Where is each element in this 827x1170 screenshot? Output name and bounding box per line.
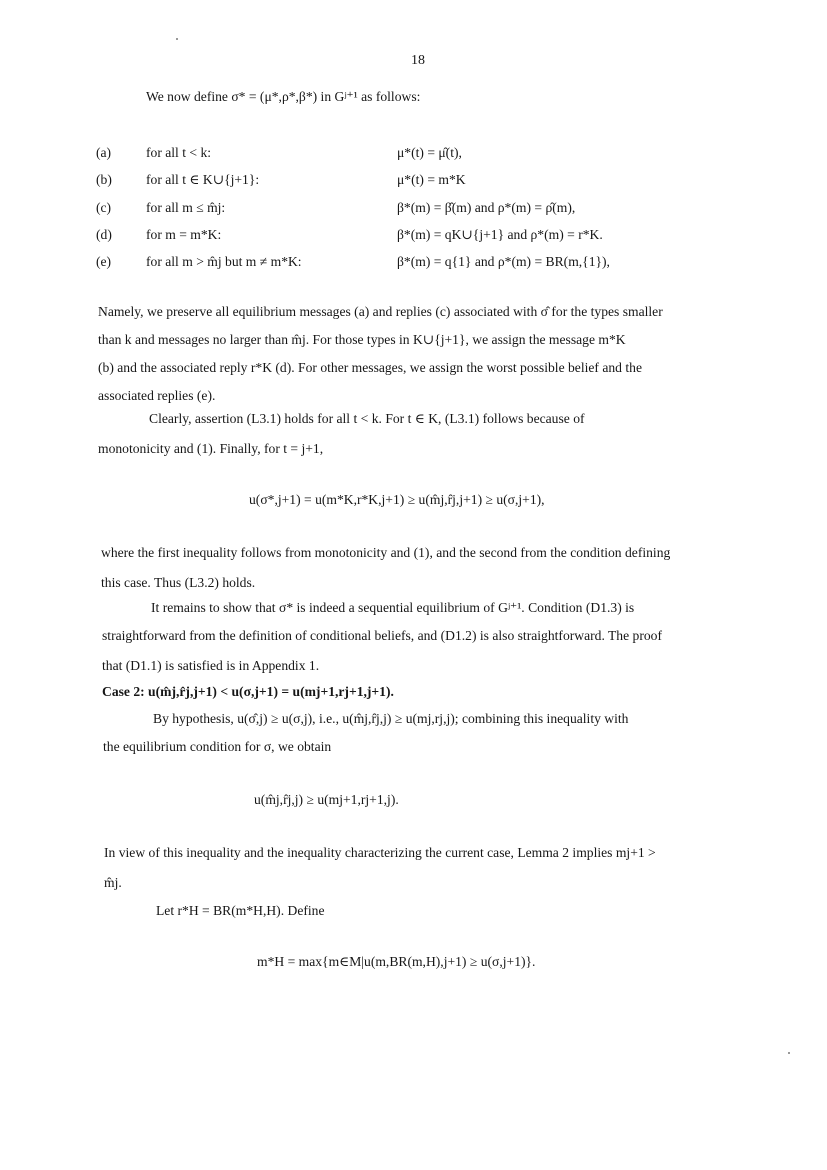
def-assignment-b: μ*(t) = m*K (397, 172, 466, 187)
text-line: the equilibrium condition for σ, we obtain (103, 739, 332, 754)
intro-line: We now define σ* = (μ*,ρ*,β*) in Gʲ⁺¹ as follows: (146, 89, 421, 104)
equation-2: u(m̂j,r̂j,j) ≥ u(mj+1,rj+1,j). (254, 792, 399, 807)
text-line: associated replies (e). (98, 388, 216, 403)
text-line: Clearly, assertion (L3.1) holds for all t < k. For t ∈ K, (L3.1) follows because of (149, 411, 585, 426)
text-line: m̂j. (104, 875, 122, 890)
paragraph-let: Let r*H = BR(m*H,H). Define (156, 903, 325, 918)
text-line: where the first inequality follows from monotonicity and (1), and the second from the condition defining (101, 545, 671, 560)
def-assignment-d: β*(m) = qK∪{j+1} and ρ*(m) = r*K. (397, 227, 603, 242)
text-line: monotonicity and (1). Finally, for t = j+1, (98, 441, 324, 456)
text-line: than k and messages no larger than m̂j. For those types in K∪{j+1}, we assign the message m*K (98, 332, 626, 347)
def-assignment-c: β*(m) = β̂(m) and ρ*(m) = ρ̂(m), (397, 200, 576, 215)
def-label-b: (b) (96, 172, 112, 187)
def-assignment-e: β*(m) = q{1} and ρ*(m) = BR(m,{1}), (397, 254, 610, 269)
def-condition-a: for all t < k: (146, 145, 212, 160)
def-assignment-a: μ*(t) = μ̂(t), (397, 145, 462, 160)
text-line: In view of this inequality and the inequality characterizing the current case, Lemma 2 implies mj+1 > (104, 845, 656, 860)
equation-3: m*H = max{m∈M|u(m,BR(m,H),j+1) ≥ u(σ,j+1)}. (257, 954, 536, 969)
text-line: straightforward from the definition of conditional beliefs, and (D1.2) is also straightforward. The proof (102, 628, 662, 643)
def-condition-c: for all m ≤ m̂j: (146, 200, 226, 215)
text-line: that (D1.1) is satisfied is in Appendix 1. (102, 658, 320, 673)
text-line: By hypothesis, u(σ̂,j) ≥ u(σ,j), i.e., u(m̂j,r̂j,j) ≥ u(mj,rj,j); combining this inequality with (153, 711, 629, 726)
text-line: this case. Thus (L3.2) holds. (101, 575, 256, 590)
def-label-a: (a) (96, 145, 112, 160)
def-label-d: (d) (96, 227, 112, 242)
def-label-e: (e) (96, 254, 112, 269)
text-line: It remains to show that σ* is indeed a sequential equilibrium of Gʲ⁺¹. Condition (D1.3) is (151, 600, 635, 615)
scan-speck (788, 1052, 790, 1054)
def-condition-e: for all m > m̂j but m ≠ m*K: (146, 254, 302, 269)
scan-speck (176, 38, 178, 40)
text-line: (b) and the associated reply r*K (d). For other messages, we assign the worst possible belief and the (98, 360, 642, 375)
text-line: Namely, we preserve all equilibrium messages (a) and replies (c) associated with σ̂ for the types smaller (98, 304, 663, 319)
case-2-heading: Case 2: u(m̂j,r̂j,j+1) < u(σ,j+1) = u(mj+1,rj+1,j+1). (102, 684, 394, 699)
def-condition-d: for m = m*K: (146, 227, 222, 242)
def-condition-b: for all t ∈ K∪{j+1}: (146, 172, 260, 187)
page-number: 18 (411, 53, 425, 68)
def-label-c: (c) (96, 200, 112, 215)
equation-1: u(σ*,j+1) = u(m*K,r*K,j+1) ≥ u(m̂j,r̂j,j+1) ≥ u(σ,j+1), (249, 492, 545, 507)
